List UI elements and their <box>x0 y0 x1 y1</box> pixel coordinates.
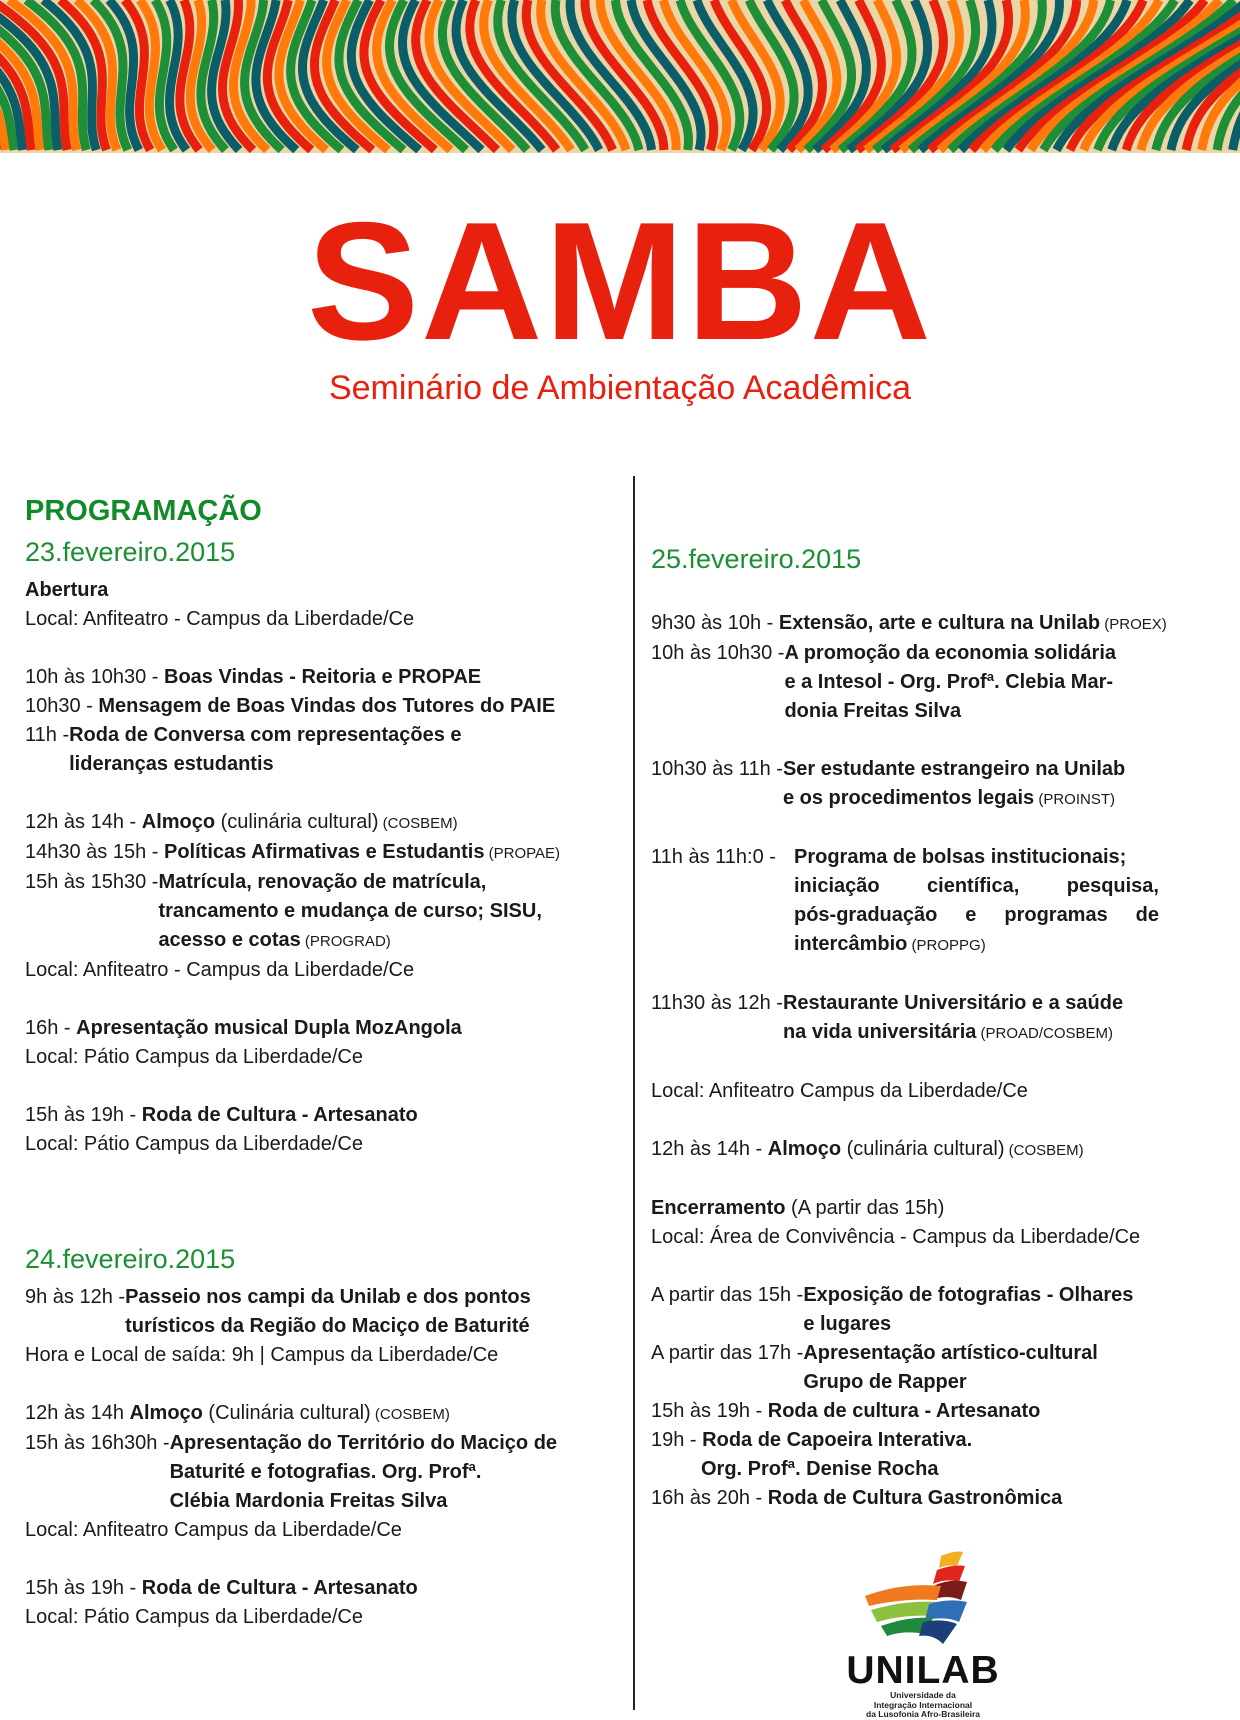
column-divider <box>633 476 635 1710</box>
schedule-item <box>651 1397 1231 1426</box>
item-title: intercâmbio <box>794 933 908 955</box>
item-time: 19h - <box>651 1429 703 1451</box>
item-title: e os procedimentos legais <box>782 787 1035 809</box>
logo-tagline-line: Integração Internacional <box>873 1699 973 1710</box>
item-time: 9h30 às 10h - <box>651 612 779 634</box>
item-note: (culinária cultural) <box>215 811 379 833</box>
unilab-swoosh-icon <box>863 1548 983 1648</box>
unilab-logo <box>828 1548 1018 1718</box>
item-title: Programa de bolsas institucionais; <box>794 846 1127 868</box>
closing-note: (A partir das 15h) <box>785 1197 945 1219</box>
item-org: (PROINST) <box>1034 791 1115 808</box>
schedule-item <box>25 1101 625 1130</box>
item-title: Exposição de fotografias - Olhares <box>803 1284 1134 1306</box>
item-title: Roda de cultura - Artesanato <box>767 1400 1041 1422</box>
schedule-item <box>651 1339 1231 1397</box>
item-title: Grupo de Rapper <box>803 1371 967 1393</box>
schedule-item <box>25 838 625 868</box>
item-time: 12h às 14h <box>25 1402 130 1424</box>
schedule-item <box>651 1281 1231 1339</box>
item-title: lideranças estudantis <box>69 753 274 775</box>
item-org: (COSBEM) <box>1004 1142 1084 1159</box>
program-heading: PROGRAMAÇÃO <box>25 495 262 527</box>
location: Hora e Local de saída: 9h | Campus da Liberdade/Ce <box>25 1344 499 1366</box>
schedule-item <box>25 1014 625 1043</box>
item-time: 10h às 10h30 - <box>651 642 785 664</box>
item-title: Apresentação musical Dupla MozAngola <box>76 1017 462 1039</box>
day-date: 23.fevereiro.2015 <box>25 537 236 567</box>
schedule-item <box>25 1429 625 1516</box>
item-time: 16h - <box>25 1017 77 1039</box>
item-title: Mensagem de Boas Vindas dos Tutores do PAIE <box>98 695 556 717</box>
schedule-left-column <box>25 492 625 1632</box>
item-title: Roda de Cultura Gastronômica <box>767 1487 1063 1509</box>
logo-tagline <box>828 1691 1018 1720</box>
item-time: 15h às 19h - <box>25 1104 142 1126</box>
location: Local: Pátio Campus da Liberdade/Ce <box>25 1046 363 1068</box>
item-title: Apresentação do Território do Maciço de <box>169 1432 558 1454</box>
schedule-item <box>25 692 625 721</box>
item-time: 10h às 10h30 - <box>25 666 164 688</box>
item-title: Baturité e fotografias. Org. Profª. <box>169 1461 482 1483</box>
item-org: (PROPAE) <box>484 845 561 862</box>
item-note: (Culinária cultural) <box>202 1402 371 1424</box>
schedule-item <box>651 1426 1231 1455</box>
schedule-item <box>651 1135 1231 1165</box>
item-title: Almoço <box>129 1402 203 1424</box>
item-title: Roda de Cultura - Artesanato <box>141 1577 418 1599</box>
item-title: Roda de Cultura - Artesanato <box>141 1104 418 1126</box>
item-title: iniciação científica, pesquisa, <box>794 875 1159 897</box>
wavy-stripes-banner <box>0 0 1240 153</box>
schedule-item <box>25 1574 625 1603</box>
location: Local: Pátio Campus da Liberdade/Ce <box>25 1606 363 1628</box>
item-title: Políticas Afirmativas e Estudantis <box>164 841 485 863</box>
item-time: 16h às 20h - <box>651 1487 768 1509</box>
schedule-item <box>25 1283 625 1341</box>
logo-wordmark: UNILAB <box>846 1649 1000 1692</box>
schedule-item <box>25 721 625 779</box>
schedule-item <box>25 663 625 692</box>
opening-title: Abertura <box>25 579 109 601</box>
item-title: Org. Profª. Denise Rocha <box>701 1458 939 1480</box>
item-title: Apresentação artístico-cultural <box>803 1342 1098 1364</box>
logo-tagline-line: Universidade da <box>890 1690 956 1700</box>
item-org: (PROGRAD) <box>300 933 391 950</box>
item-title: Matrícula, renovação de matrícula, <box>158 871 487 893</box>
item-time: A partir das 17h - <box>651 1342 804 1364</box>
item-title: A promoção da economia solidária <box>784 642 1116 664</box>
item-title: acesso e cotas <box>158 929 301 951</box>
item-title: Passeio nos campi da Unilab e dos pontos <box>125 1286 531 1308</box>
item-title: Ser estudante estrangeiro na Unilab <box>782 758 1126 780</box>
item-time: 9h às 12h - <box>25 1286 126 1308</box>
item-time: 15h às 19h - <box>25 1577 142 1599</box>
item-time: 15h às 16h30h - <box>25 1432 170 1454</box>
item-time: 11h - <box>25 724 70 746</box>
item-org: (PROEX) <box>1100 616 1167 633</box>
item-title: Restaurante Universitário e a saúde <box>782 992 1124 1014</box>
page-title: SAMBA <box>307 187 933 375</box>
page-subtitle: Seminário de Ambientação Acadêmica <box>328 369 912 407</box>
item-title: Almoço <box>141 811 216 833</box>
schedule-item <box>651 639 1231 726</box>
location: Local: Anfiteatro - Campus da Liberdade/Ce <box>25 608 415 630</box>
location: Local: Anfiteatro - Campus da Liberdade/Ce <box>25 959 415 981</box>
item-title: Extensão, arte e cultura na Unilab <box>778 612 1101 634</box>
item-title: na vida universitária <box>782 1021 977 1043</box>
item-org: (PROAD/COSBEM) <box>976 1025 1114 1042</box>
item-title: donia Freitas Silva <box>784 700 962 722</box>
day-date: 25.fevereiro.2015 <box>651 544 862 574</box>
item-time: 14h30 às 15h - <box>25 841 164 863</box>
item-note: (culinária cultural) <box>841 1138 1005 1160</box>
item-title: Roda de Capoeira Interativa. <box>702 1429 973 1451</box>
schedule-right-column <box>651 541 1231 1513</box>
closing-title: Encerramento <box>651 1197 786 1219</box>
item-time: 10h30 às 11h - <box>651 758 783 780</box>
closing-heading <box>651 1194 1231 1223</box>
item-time: 15h às 19h - <box>651 1400 768 1422</box>
schedule-item <box>651 609 1231 639</box>
schedule-item <box>651 755 1231 814</box>
item-time: 12h às 14h - <box>651 1138 768 1160</box>
item-time: 12h às 14h - <box>25 811 142 833</box>
item-title: trancamento e mudança de curso; SISU, <box>158 900 542 922</box>
item-time: 11h30 às 12h - <box>651 992 783 1014</box>
item-org: (COSBEM) <box>378 815 458 832</box>
location: Local: Área de Convivência - Campus da Liberdade/Ce <box>651 1226 1141 1248</box>
logo-tagline-line: da Lusofonia Afro-Brasileira <box>866 1709 980 1719</box>
location: Local: Anfiteatro Campus da Liberdade/Ce <box>651 1080 1028 1102</box>
schedule-item <box>651 989 1231 1048</box>
item-title: turísticos da Região do Maciço de Baturité <box>125 1315 530 1337</box>
schedule-item <box>651 1484 1231 1513</box>
item-time: 15h às 15h30 - <box>25 871 159 893</box>
location: Local: Pátio Campus da Liberdade/Ce <box>25 1133 363 1155</box>
item-org: (COSBEM) <box>370 1406 450 1423</box>
item-title: e lugares <box>803 1313 892 1335</box>
item-title: Boas Vindas - Reitoria e PROPAE <box>164 666 482 688</box>
schedule-item <box>25 808 625 838</box>
item-time: A partir das 15h - <box>651 1284 804 1306</box>
schedule-item <box>25 868 625 956</box>
schedule-item <box>651 843 1231 960</box>
item-title: e a Intesol - Org. Profª. Clebia Mar- <box>784 671 1114 693</box>
item-time: 10h30 - <box>25 695 99 717</box>
day-date: 24.fevereiro.2015 <box>25 1244 236 1274</box>
schedule-item <box>25 1399 625 1429</box>
item-title: Almoço <box>767 1138 842 1160</box>
item-title: Clébia Mardonia Freitas Silva <box>169 1490 448 1512</box>
item-title: Roda de Conversa com representações e <box>69 724 462 746</box>
item-org: (PROPPG) <box>907 937 986 954</box>
location: Local: Anfiteatro Campus da Liberdade/Ce <box>25 1519 402 1541</box>
item-time: 11h às 11h:0 - <box>651 846 776 868</box>
item-title: pós-graduação e programas de <box>794 904 1159 926</box>
